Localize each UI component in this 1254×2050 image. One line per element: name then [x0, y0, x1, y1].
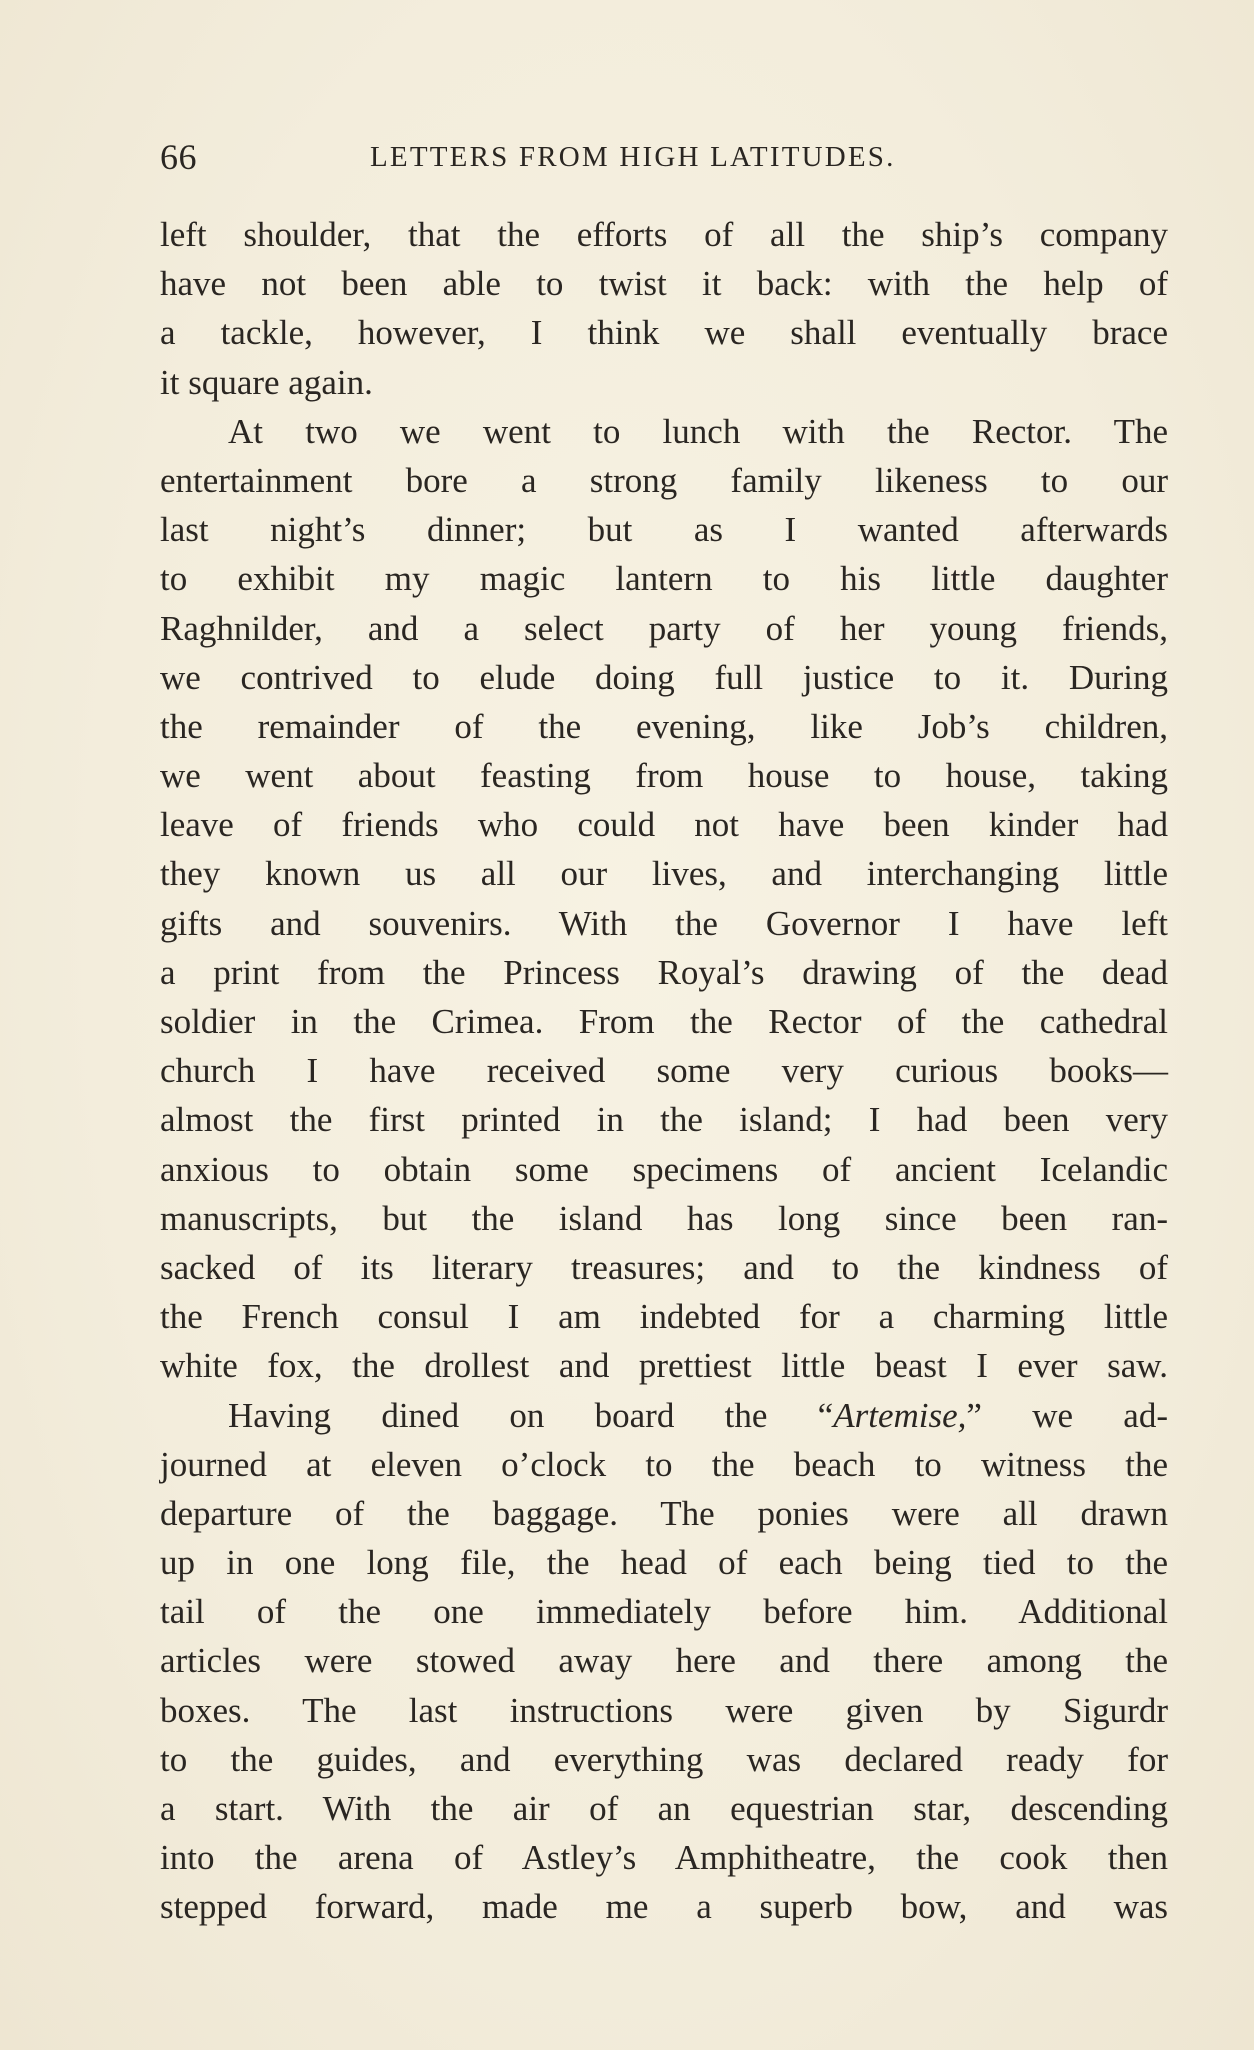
text-line: to exhibit my magic lantern to his little daughter: [160, 559, 1168, 599]
text-line: a tackle, however, I think we shall eventually brace: [160, 313, 1168, 353]
running-title: LETTERS FROM HIGH LATITUDES.: [370, 141, 896, 173]
text-line: manuscripts, but the island has long since been ran-: [160, 1198, 1168, 1238]
text-line: gifts and souvenirs. With the Governor I have left: [160, 903, 1168, 943]
ship-name: Artemise,: [833, 1395, 967, 1435]
text-segment: Having dined on board the “: [228, 1395, 834, 1435]
text-line: the French consul I am indebted for a charming little: [160, 1297, 1168, 1337]
text-line: boxes. The last instructions were given by Sigurdr: [160, 1690, 1168, 1730]
paragraph-start-line: [160, 1391, 1168, 1440]
text-line: departure of the baggage. The ponies were all drawn: [160, 1493, 1168, 1533]
text-line: entertainment bore a strong family likeness to our: [160, 460, 1168, 500]
page-number: 66: [160, 137, 197, 177]
text-line: sacked of its literary treasures; and to the kindness of: [160, 1247, 1168, 1287]
text-line: left shoulder, that the efforts of all the ship’s company: [160, 215, 1168, 254]
text-line: white fox, the drollest and prettiest little beast I ever saw.: [160, 1346, 1168, 1386]
text-line: it square again.: [160, 362, 373, 402]
text-segment: ” we ad-: [966, 1395, 1168, 1435]
text-line: up in one long file, the head of each being tied to the: [160, 1543, 1168, 1583]
text-line: anxious to obtain some specimens of ancient Icelandic: [160, 1149, 1168, 1189]
text-line: articles were stowed away here and there among the: [160, 1641, 1168, 1681]
text-line: a print from the Princess Royal’s drawing of the dead: [160, 952, 1168, 992]
text-line: last night’s dinner; but as I wanted afterwards: [160, 510, 1168, 550]
text-line: leave of friends who could not have been kinder had: [160, 805, 1168, 845]
text-line: stepped forward, made me a superb bow, and was: [160, 1887, 1168, 1927]
body-text: [160, 210, 1168, 1932]
text-line: Raghnilder, and a select party of her young friends,: [160, 608, 1168, 648]
paragraph-start-line: At two we went to lunch with the Rector. The: [228, 411, 1168, 451]
text-line: we contrived to elude doing full justice to it. During: [160, 657, 1168, 697]
text-line: soldier in the Crimea. From the Rector of the cathedral: [160, 1002, 1168, 1041]
text-line: into the arena of Astley’s Amphitheatre, the cook then: [160, 1838, 1168, 1878]
text-line: journed at eleven o’clock to the beach to witness the: [160, 1444, 1168, 1484]
text-line: have not been able to twist it back: with the help of: [160, 264, 1168, 304]
text-line: church I have received some very curious books—: [160, 1051, 1168, 1091]
running-head: [160, 136, 1160, 176]
text-line: they known us all our lives, and interchanging little: [160, 854, 1168, 894]
text-line: tail of the one immediately before him. Additional: [160, 1592, 1168, 1632]
text-line: a start. With the air of an equestrian star, descending: [160, 1789, 1168, 1828]
text-line: to the guides, and everything was declared ready for: [160, 1739, 1168, 1779]
text-line: almost the first printed in the island; I had been very: [160, 1100, 1168, 1140]
text-line: the remainder of the evening, like Job’s children,: [160, 706, 1168, 746]
text-line: we went about feasting from house to house, taking: [160, 756, 1168, 796]
